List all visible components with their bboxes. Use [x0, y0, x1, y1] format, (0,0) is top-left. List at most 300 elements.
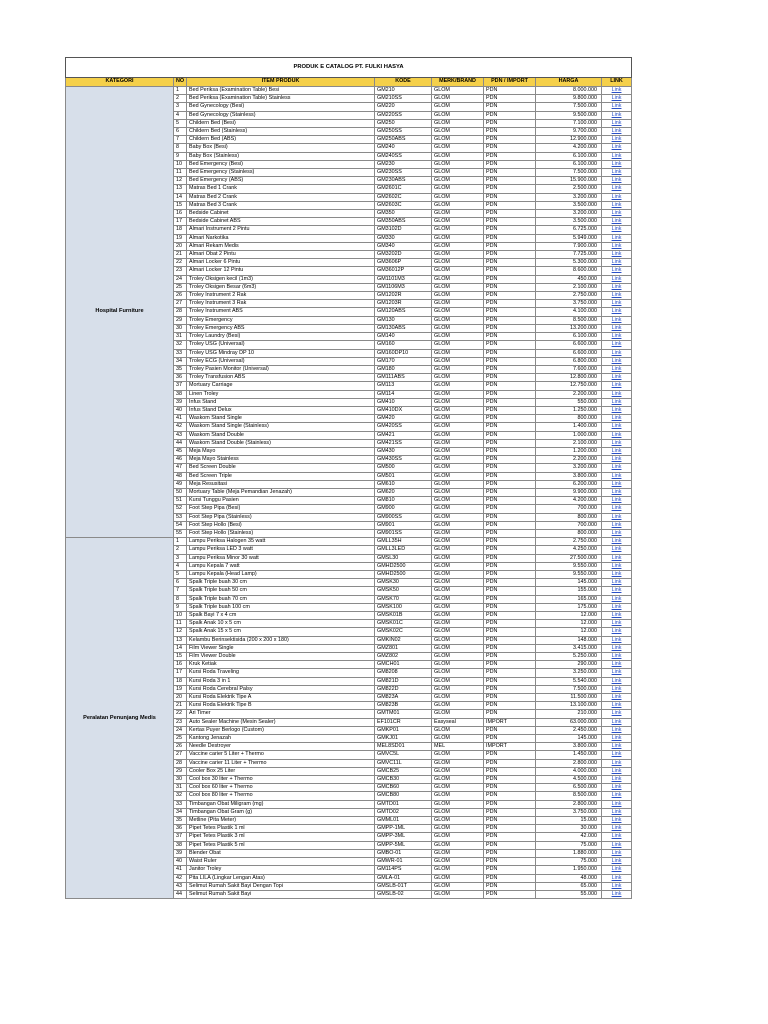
product-link[interactable]: Link	[602, 538, 632, 546]
product-link[interactable]: Link	[602, 546, 632, 554]
product-link[interactable]: Link	[602, 849, 632, 857]
product-link[interactable]: Link	[602, 333, 632, 341]
item-brand: GLOM	[432, 890, 484, 898]
product-link[interactable]: Link	[602, 833, 632, 841]
product-link[interactable]: Link	[602, 808, 632, 816]
item-name: Matras Bed 2 Crank	[187, 193, 375, 201]
item-origin: PDN	[484, 612, 536, 620]
product-link[interactable]: Link	[602, 636, 632, 644]
item-origin: PDN	[484, 472, 536, 480]
item-code: GMZ802	[375, 653, 432, 661]
item-brand: GLOM	[432, 669, 484, 677]
item-price: 9.800.000	[536, 95, 602, 103]
product-link[interactable]: Link	[602, 767, 632, 775]
product-link[interactable]: Link	[602, 882, 632, 890]
item-price: 1.400.000	[536, 423, 602, 431]
item-brand: GLOM	[432, 95, 484, 103]
item-price: 1.950.000	[536, 866, 602, 874]
item-origin: PDN	[484, 669, 536, 677]
item-no: 6	[174, 128, 187, 136]
product-link[interactable]: Link	[602, 169, 632, 177]
item-code: MEL8SD01	[375, 743, 432, 751]
product-link[interactable]: Link	[602, 398, 632, 406]
product-link[interactable]: Link	[602, 210, 632, 218]
item-origin: PDN	[484, 784, 536, 792]
item-code: GM1203R	[375, 300, 432, 308]
item-origin: PDN	[484, 677, 536, 685]
item-name: Linen Troley	[187, 390, 375, 398]
item-name: Bedside Cabinet	[187, 210, 375, 218]
item-code: GMHD2500	[375, 562, 432, 570]
product-link[interactable]: Link	[602, 817, 632, 825]
product-link[interactable]: Link	[602, 743, 632, 751]
item-name: Kursi Roda Traveling	[187, 669, 375, 677]
item-name: Almari Obat 2 Pintu	[187, 251, 375, 259]
item-brand: GLOM	[432, 316, 484, 324]
product-link[interactable]: Link	[602, 111, 632, 119]
item-origin: PDN	[484, 128, 536, 136]
item-no: 30	[174, 324, 187, 332]
item-code: GM210SS	[375, 95, 432, 103]
product-link[interactable]: Link	[602, 128, 632, 136]
product-link[interactable]: Link	[602, 242, 632, 250]
product-link[interactable]: Link	[602, 562, 632, 570]
item-code: GMCB60	[375, 784, 432, 792]
item-name: Troley Instrument 3 Rak	[187, 300, 375, 308]
item-name: Foot Step Pipa (Besi)	[187, 505, 375, 513]
item-code: GMBO-01	[375, 849, 432, 857]
item-code: GMSK50	[375, 587, 432, 595]
item-no: 4	[174, 562, 187, 570]
item-brand: GLOM	[432, 653, 484, 661]
item-origin: PDN	[484, 242, 536, 250]
item-origin: PDN	[484, 890, 536, 898]
item-brand: GLOM	[432, 562, 484, 570]
item-code: GMLL35H	[375, 538, 432, 546]
product-link[interactable]: Link	[602, 144, 632, 152]
product-link[interactable]: Link	[602, 472, 632, 480]
item-price: 1.880.000	[536, 849, 602, 857]
item-name: Infus Stand Delux	[187, 406, 375, 414]
item-no: 38	[174, 841, 187, 849]
item-no: 44	[174, 439, 187, 447]
header-harga: HARGA	[536, 78, 602, 87]
item-brand: GLOM	[432, 661, 484, 669]
item-name: Foot Step Pipa (Stainless)	[187, 513, 375, 521]
item-name: Needle Destroyer	[187, 743, 375, 751]
product-link[interactable]: Link	[602, 259, 632, 267]
product-link[interactable]: Link	[602, 456, 632, 464]
item-no: 23	[174, 267, 187, 275]
item-origin: PDN	[484, 349, 536, 357]
product-link[interactable]: Link	[602, 718, 632, 726]
item-brand: GLOM	[432, 201, 484, 209]
product-link[interactable]: Link	[602, 677, 632, 685]
item-price: 3.200.000	[536, 193, 602, 201]
product-link[interactable]: Link	[602, 579, 632, 587]
item-price: 2.750.000	[536, 538, 602, 546]
item-price: 8.000.000	[536, 87, 602, 95]
item-name: Pipet Tetes Plastik 1 ml	[187, 825, 375, 833]
product-link[interactable]: Link	[602, 251, 632, 259]
item-brand: GLOM	[432, 341, 484, 349]
product-link[interactable]: Link	[602, 587, 632, 595]
item-name: Troley Laundry (Besi)	[187, 333, 375, 341]
item-price: 3.500.000	[536, 218, 602, 226]
product-link[interactable]: Link	[602, 152, 632, 160]
product-link[interactable]: Link	[602, 628, 632, 636]
item-code: GM111ABS	[375, 374, 432, 382]
item-name: Vaccine carier 5 Liter + Thermo	[187, 751, 375, 759]
item-name: Blender Obat	[187, 849, 375, 857]
item-brand: GLOM	[432, 554, 484, 562]
item-no: 10	[174, 160, 187, 168]
item-name: Troley USG (Universal)	[187, 341, 375, 349]
item-price: 12.000	[536, 628, 602, 636]
item-origin: PDN	[484, 841, 536, 849]
item-code: GM900SS	[375, 513, 432, 521]
product-link[interactable]: Link	[602, 423, 632, 431]
item-price: 12.800.000	[536, 374, 602, 382]
product-link[interactable]: Link	[602, 300, 632, 308]
item-brand: GLOM	[432, 603, 484, 611]
item-price: 2.500.000	[536, 185, 602, 193]
product-link[interactable]: Link	[602, 841, 632, 849]
product-link[interactable]: Link	[602, 234, 632, 242]
item-name: Meja Mayo	[187, 447, 375, 455]
product-link[interactable]: Link	[602, 95, 632, 103]
item-brand: GLOM	[432, 152, 484, 160]
item-origin: PDN	[484, 251, 536, 259]
item-no: 51	[174, 497, 187, 505]
item-price: 2.450.000	[536, 726, 602, 734]
item-origin: PDN	[484, 505, 536, 513]
header-pdn: PDN / IMPORT	[484, 78, 536, 87]
product-link[interactable]: Link	[602, 759, 632, 767]
item-origin: PDN	[484, 792, 536, 800]
item-origin: PDN	[484, 521, 536, 529]
product-link[interactable]: Link	[602, 382, 632, 390]
item-no: 53	[174, 513, 187, 521]
product-link[interactable]: Link	[602, 800, 632, 808]
item-brand: GLOM	[432, 226, 484, 234]
product-link[interactable]: Link	[602, 497, 632, 505]
item-brand: GLOM	[432, 882, 484, 890]
product-link[interactable]: Link	[602, 669, 632, 677]
product-link[interactable]: Link	[602, 685, 632, 693]
product-link[interactable]: Link	[602, 226, 632, 234]
item-origin: PDN	[484, 234, 536, 242]
item-brand: MEL	[432, 743, 484, 751]
catalog-table	[65, 57, 632, 899]
item-no: 5	[174, 570, 187, 578]
product-link[interactable]: Link	[602, 554, 632, 562]
product-link[interactable]: Link	[602, 595, 632, 603]
product-link[interactable]: Link	[602, 267, 632, 275]
item-brand: GLOM	[432, 751, 484, 759]
header-no: NO	[174, 78, 187, 87]
item-code: GM1106M3	[375, 283, 432, 291]
product-link[interactable]: Link	[602, 193, 632, 201]
item-name: Kursi Tunggu Pasien	[187, 497, 375, 505]
product-link[interactable]: Link	[602, 505, 632, 513]
item-price: 9.500.000	[536, 111, 602, 119]
item-brand: GLOM	[432, 259, 484, 267]
item-no: 12	[174, 628, 187, 636]
item-name: Selimut Rumah Sakit Bayi	[187, 890, 375, 898]
item-no: 37	[174, 833, 187, 841]
product-link[interactable]: Link	[602, 603, 632, 611]
product-link[interactable]: Link	[602, 365, 632, 373]
item-no: 25	[174, 283, 187, 291]
product-link[interactable]: Link	[602, 415, 632, 423]
item-name: Kursi Roda Elektrik Tipe B	[187, 702, 375, 710]
item-no: 8	[174, 144, 187, 152]
item-origin: PDN	[484, 365, 536, 373]
item-name: Meja Resusitasi	[187, 480, 375, 488]
item-price: 800.000	[536, 529, 602, 537]
item-origin: PDN	[484, 513, 536, 521]
item-code: GMPP-3ML	[375, 833, 432, 841]
item-brand: GLOM	[432, 497, 484, 505]
item-origin: PDN	[484, 710, 536, 718]
item-brand: GLOM	[432, 841, 484, 849]
item-name: Waist Ruler	[187, 858, 375, 866]
product-link[interactable]: Link	[602, 644, 632, 652]
item-price: 4.200.000	[536, 144, 602, 152]
item-code: GM220	[375, 103, 432, 111]
product-link[interactable]: Link	[602, 874, 632, 882]
item-no: 39	[174, 849, 187, 857]
item-code: GM901	[375, 521, 432, 529]
item-name: Infus Stand	[187, 398, 375, 406]
item-origin: PDN	[484, 406, 536, 414]
header-item: ITEM PRODUK	[187, 78, 375, 87]
product-link[interactable]: Link	[602, 784, 632, 792]
item-code: GM3102D	[375, 226, 432, 234]
item-origin: IMPORT	[484, 718, 536, 726]
item-code: GM113	[375, 382, 432, 390]
product-link[interactable]: Link	[602, 620, 632, 628]
product-link[interactable]: Link	[602, 866, 632, 874]
item-no: 40	[174, 406, 187, 414]
item-price: 3.250.000	[536, 669, 602, 677]
item-brand: GLOM	[432, 324, 484, 332]
table-row	[66, 538, 632, 546]
product-link[interactable]: Link	[602, 201, 632, 209]
item-name: Cool box 30 liter + Thermo	[187, 776, 375, 784]
product-link[interactable]: Link	[602, 776, 632, 784]
item-no: 46	[174, 456, 187, 464]
product-link[interactable]: Link	[602, 792, 632, 800]
product-link[interactable]: Link	[602, 374, 632, 382]
item-price: 6.200.000	[536, 480, 602, 488]
product-link[interactable]: Link	[602, 488, 632, 496]
product-link[interactable]: Link	[602, 283, 632, 291]
item-no: 28	[174, 308, 187, 316]
item-no: 1	[174, 538, 187, 546]
item-name: Bed Emergency (Besi)	[187, 160, 375, 168]
product-link[interactable]: Link	[602, 710, 632, 718]
product-link[interactable]: Link	[602, 825, 632, 833]
product-link[interactable]: Link	[602, 275, 632, 283]
item-origin: PDN	[484, 267, 536, 275]
item-no: 35	[174, 817, 187, 825]
product-link[interactable]: Link	[602, 177, 632, 185]
item-name: Childern Bed (Besi)	[187, 119, 375, 127]
product-link[interactable]: Link	[602, 447, 632, 455]
item-name: Meja Mayo Stainless	[187, 456, 375, 464]
product-link[interactable]: Link	[602, 308, 632, 316]
item-code: GM430SS	[375, 456, 432, 464]
product-link[interactable]: Link	[602, 464, 632, 472]
item-brand: GLOM	[432, 111, 484, 119]
item-no: 14	[174, 193, 187, 201]
item-brand: GLOM	[432, 169, 484, 177]
product-link[interactable]: Link	[602, 726, 632, 734]
item-origin: PDN	[484, 103, 536, 111]
product-link[interactable]: Link	[602, 341, 632, 349]
item-origin: PDN	[484, 324, 536, 332]
item-brand: GLOM	[432, 792, 484, 800]
item-price: 1.200.000	[536, 447, 602, 455]
item-price: 13.100.000	[536, 702, 602, 710]
product-link[interactable]: Link	[602, 858, 632, 866]
item-name: Spalk Triple buah 30 cm	[187, 579, 375, 587]
item-price: 2.100.000	[536, 283, 602, 291]
item-name: Spalk Anak 10 x 5 cm	[187, 620, 375, 628]
product-link[interactable]: Link	[602, 694, 632, 702]
item-price: 4.000.000	[536, 767, 602, 775]
item-origin: PDN	[484, 858, 536, 866]
item-code: GM823B	[375, 702, 432, 710]
item-code: GM120ABS	[375, 308, 432, 316]
product-link[interactable]: Link	[602, 185, 632, 193]
product-link[interactable]: Link	[602, 570, 632, 578]
product-link[interactable]: Link	[602, 513, 632, 521]
item-code: GMSL30	[375, 554, 432, 562]
item-price: 5.300.000	[536, 259, 602, 267]
item-code: GM900	[375, 505, 432, 513]
item-brand: GLOM	[432, 825, 484, 833]
item-brand: GLOM	[432, 128, 484, 136]
product-link[interactable]: Link	[602, 160, 632, 168]
product-link[interactable]: Link	[602, 431, 632, 439]
item-brand: GLOM	[432, 866, 484, 874]
product-link[interactable]: Link	[602, 735, 632, 743]
product-link[interactable]: Link	[602, 702, 632, 710]
item-code: GM2603C	[375, 201, 432, 209]
item-price: 4.500.000	[536, 776, 602, 784]
item-name: Ari Timer	[187, 710, 375, 718]
item-origin: PDN	[484, 497, 536, 505]
item-brand: GLOM	[432, 292, 484, 300]
product-link[interactable]: Link	[602, 612, 632, 620]
item-origin: PDN	[484, 144, 536, 152]
product-link[interactable]: Link	[602, 357, 632, 365]
item-no: 1	[174, 87, 187, 95]
product-link[interactable]: Link	[602, 406, 632, 414]
item-name: Troley USG Mindray DP 10	[187, 349, 375, 357]
item-name: Bed Gynecology (Stainless)	[187, 111, 375, 119]
item-no: 20	[174, 242, 187, 250]
item-brand: GLOM	[432, 242, 484, 250]
product-link[interactable]: Link	[602, 439, 632, 447]
product-link[interactable]: Link	[602, 480, 632, 488]
item-no: 48	[174, 472, 187, 480]
item-brand: GLOM	[432, 136, 484, 144]
item-price: 3.415.000	[536, 644, 602, 652]
item-origin: PDN	[484, 759, 536, 767]
item-code: GM330	[375, 234, 432, 242]
product-link[interactable]: Link	[602, 653, 632, 661]
catalog-title: PRODUK E CATALOG PT. FULKI HASYA	[66, 58, 632, 78]
item-brand: GLOM	[432, 283, 484, 291]
item-no: 20	[174, 694, 187, 702]
item-brand: GLOM	[432, 234, 484, 242]
item-code: GMCH01	[375, 661, 432, 669]
item-code: GM420SS	[375, 423, 432, 431]
product-link[interactable]: Link	[602, 390, 632, 398]
item-no: 19	[174, 234, 187, 242]
product-link[interactable]: Link	[602, 292, 632, 300]
header-merk: MERK/BRAND	[432, 78, 484, 87]
item-no: 7	[174, 587, 187, 595]
item-origin: PDN	[484, 833, 536, 841]
header-row	[66, 78, 632, 87]
product-link[interactable]: Link	[602, 661, 632, 669]
product-link[interactable]: Link	[602, 529, 632, 537]
item-name: Cooler Box 25 Liter	[187, 767, 375, 775]
product-link[interactable]: Link	[602, 87, 632, 95]
product-link[interactable]: Link	[602, 521, 632, 529]
item-no: 7	[174, 136, 187, 144]
product-link[interactable]: Link	[602, 316, 632, 324]
item-origin: PDN	[484, 529, 536, 537]
item-brand: GLOM	[432, 472, 484, 480]
item-price: 4.200.000	[536, 497, 602, 505]
item-origin: PDN	[484, 702, 536, 710]
item-price: 6.725.000	[536, 226, 602, 234]
item-brand: GLOM	[432, 538, 484, 546]
item-code: GM130ABS	[375, 324, 432, 332]
item-origin: PDN	[484, 275, 536, 283]
item-name: Almari Instrument 2 Pintu	[187, 226, 375, 234]
item-code: GMKP01	[375, 726, 432, 734]
item-name: Janitor Troley	[187, 866, 375, 874]
item-origin: PDN	[484, 193, 536, 201]
item-price: 6.600.000	[536, 341, 602, 349]
product-link[interactable]: Link	[602, 349, 632, 357]
product-link[interactable]: Link	[602, 136, 632, 144]
product-link[interactable]: Link	[602, 218, 632, 226]
item-code: GM210	[375, 87, 432, 95]
item-origin: PDN	[484, 726, 536, 734]
item-brand: GLOM	[432, 628, 484, 636]
item-brand: GLOM	[432, 521, 484, 529]
item-price: 2.200.000	[536, 456, 602, 464]
item-name: Bed Emergency (Stainless)	[187, 169, 375, 177]
product-link[interactable]: Link	[602, 324, 632, 332]
item-code: GM250SS	[375, 128, 432, 136]
item-origin: PDN	[484, 169, 536, 177]
product-link[interactable]: Link	[602, 751, 632, 759]
product-link[interactable]: Link	[602, 890, 632, 898]
product-link[interactable]: Link	[602, 103, 632, 111]
product-link[interactable]: Link	[602, 119, 632, 127]
item-price: 1.250.000	[536, 406, 602, 414]
item-origin: PDN	[484, 415, 536, 423]
